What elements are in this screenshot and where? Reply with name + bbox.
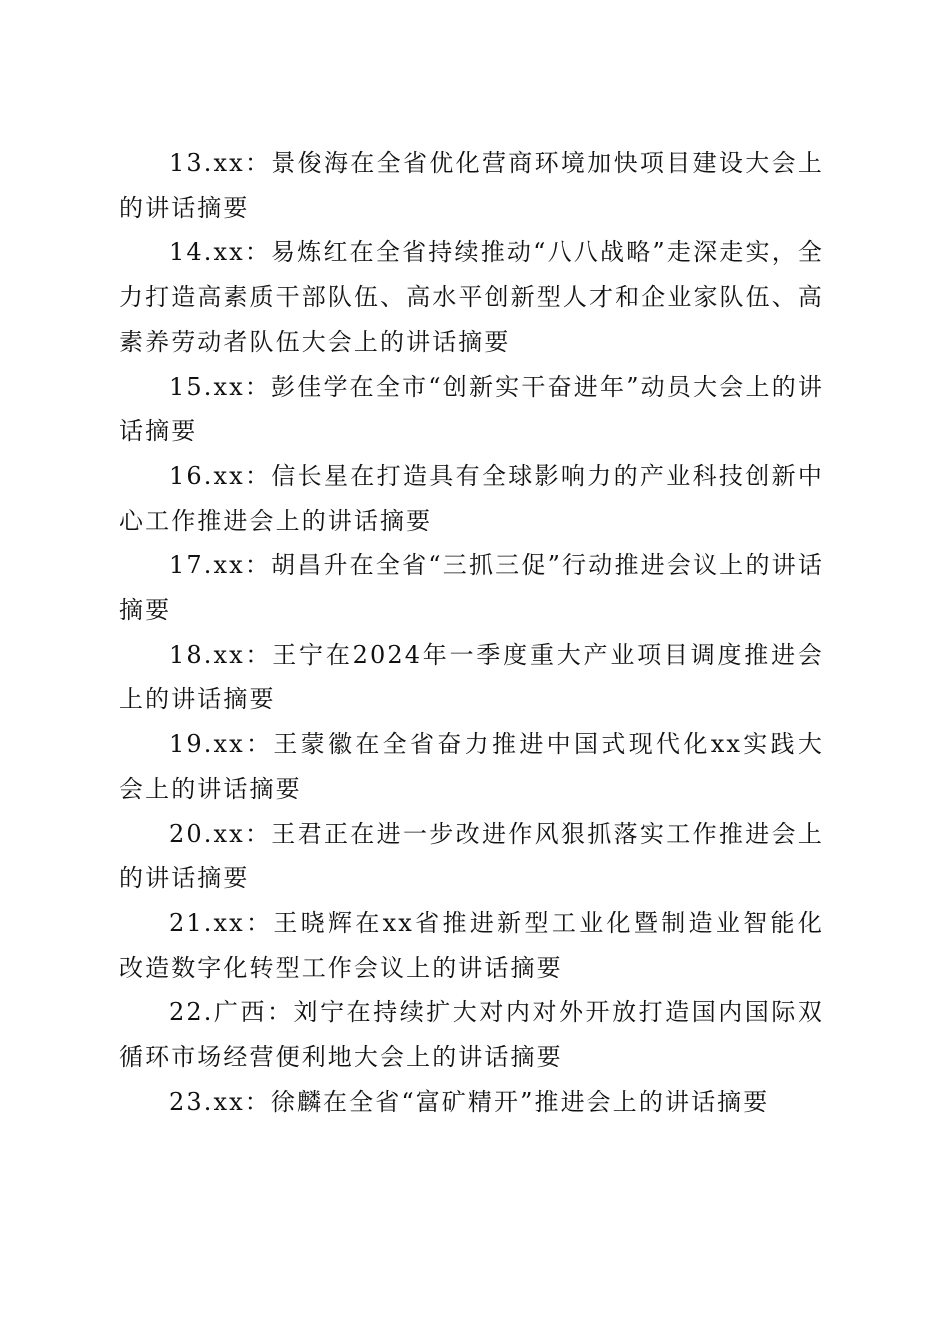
list-item: 20.xx：王君正在进一步改进作风狠抓落实工作推进会上的讲话摘要 (119, 819, 824, 893)
list-item: 13.xx：景俊海在全省优化营商环境加快项目建设大会上的讲话摘要 (119, 149, 824, 222)
list-item: 15.xx：彭佳学在全市“创新实干奋进年”动员大会上的讲话摘要 (119, 372, 824, 446)
list-item: 22.广西：刘宁在持续扩大对内对外开放打造国内国际双循环市场经营便利地大会上的讲话摘要 (119, 998, 824, 1072)
document-body (119, 141, 824, 1124)
list-item: 19.xx：王蒙徽在全省奋力推进中国式现代化xx实践大会上的讲话摘要 (119, 730, 824, 803)
list-item: 14.xx：易炼红在全省持续推动“八八战略”走深走实，全力打造高素质干部队伍、高水平创新型人才和企业家队伍、高素养劳动者队伍大会上的讲话摘要 (119, 238, 824, 356)
list-item: 16.xx：信长星在打造具有全球影响力的产业科技创新中心工作推进会上的讲话摘要 (119, 461, 824, 535)
list-item: 23.xx：徐麟在全省“富矿精开”推进会上的讲话摘要 (169, 1087, 770, 1116)
list-item: 21.xx：王晓辉在xx省推进新型工业化暨制造业智能化改造数字化转型工作会议上的讲话摘要 (119, 908, 824, 982)
list-item: 18.xx：王宁在2024年一季度重大产业项目调度推进会上的讲话摘要 (119, 640, 824, 714)
list-item: 17.xx：胡昌升在全省“三抓三促”行动推进会议上的讲话摘要 (119, 551, 824, 625)
